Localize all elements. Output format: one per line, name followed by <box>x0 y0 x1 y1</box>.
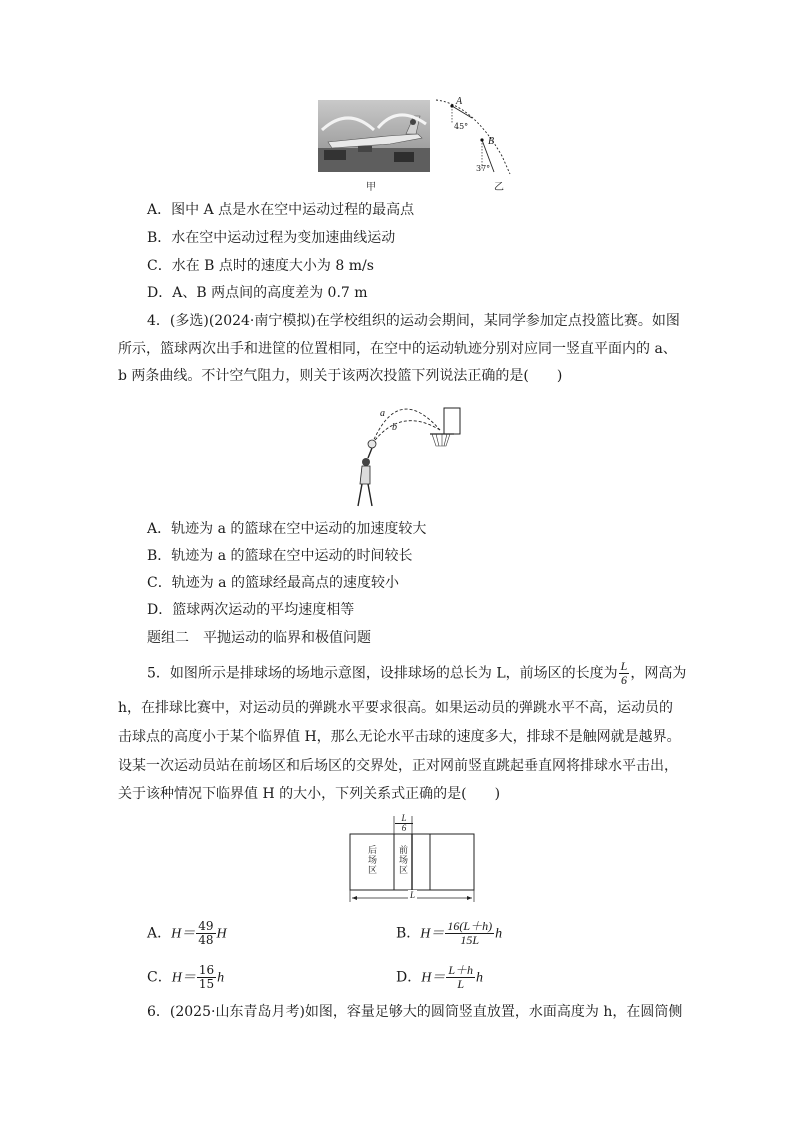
q5-option-d: D．H＝ $\frac{L+h}{L}$ h <box>396 963 484 991</box>
q5-stem-line3: 击球点的高度小于某个临界值 H，那么无论水平击球的速度多大，排球不是触网就是越界。 <box>118 729 681 745</box>
q5-fraction-l6: $\frac{L}{6}$ <box>620 659 628 687</box>
q5-opt-b-fraction: $\frac{16(L+h)}{15L}$ <box>447 919 493 947</box>
photo-caption: 甲 <box>366 182 376 193</box>
q5-stem-line4: 设某一次运动员站在前场区和后场区的交界处，正对网前竖直跳起垂直网将排球水平击出， <box>118 758 678 774</box>
section-title: 题组二 平抛运动的临界和极值问题 <box>147 630 371 646</box>
q4-stem-line3: b 两条曲线。不计空气阻力，则关于该两次投篮下列说法正确的是( ) <box>118 368 563 384</box>
q5-option-c: C．H＝ $\frac{16}{15}$ h <box>147 963 225 991</box>
diagram-caption: 乙 <box>494 182 504 193</box>
q4-stem-line2: 所示，篮球两次出手和进筐的位置相同，在空中的运动轨迹分别对应同一竖直平面内的 a、 <box>118 341 677 357</box>
basketball-shot-diagram <box>350 388 470 512</box>
angle-37-label: 37° <box>476 164 491 173</box>
q4-stem-line1: 4．(多选)(2024·南宁模拟)在学校组织的运动会期间，某同学参加定点投篮比赛。如图 <box>147 313 680 329</box>
q5-option-a: A．H＝ $\frac{49}{48}$ H <box>147 919 227 947</box>
point-a-label: A <box>456 96 463 107</box>
q3-option-d: D．A、B 两点间的高度差为 0.7 m <box>147 285 368 301</box>
q4-option-d: D．篮球两次运动的平均速度相等 <box>147 602 355 618</box>
q3-option-b: B．水在空中运动过程为变加速曲线运动 <box>147 230 396 246</box>
court-top-fraction: $\frac{L}{6}$ <box>395 814 413 833</box>
q5-stem-line2: h，在排球比赛中，对运动员的弹跳水平要求很高。如果运动员的弹跳水平不高，运动员的 <box>118 700 674 716</box>
q4-option-a: A．轨迹为 a 的篮球在空中运动的加速度较大 <box>147 521 427 537</box>
volleyball-court-diagram <box>348 814 476 904</box>
q6-stem-line1: 6．(2025·山东青岛月考)如图，容量足够大的圆筒竖直放置，水面高度为 h，在圆筒侧 <box>147 1004 683 1020</box>
q5-opt-c-fraction: $\frac{16}{15}$ <box>198 963 215 991</box>
basketball-figure <box>350 388 470 512</box>
angle-45-label: 45° <box>454 122 469 131</box>
top-figure <box>318 96 518 193</box>
q3-option-c: C．水在 B 点时的速度大小为 8 m/s <box>147 258 374 274</box>
q5-stem-line1: 5．如图所示是排球场的场地示意图，设排球场的总长为 L，前场区的长度为 $\frac{L}{6}$ ，网高为 <box>147 659 687 687</box>
fire-truck-photo <box>318 100 430 172</box>
trajectory-a-label: a <box>380 408 385 419</box>
q5-stem-line5: 关于该种情况下临界值 H 的大小，下列关系式正确的是( ) <box>118 786 501 802</box>
front-court-label: 前场区 <box>399 846 409 876</box>
q5-option-b: B．H＝ $\frac{16(L+h)}{15L}$ h <box>396 919 503 947</box>
q5-opt-d-fraction: $\frac{L+h}{L}$ <box>448 963 474 991</box>
court-length-label: L <box>410 890 416 900</box>
q4-option-b: B．轨迹为 a 的篮球在空中运动的时间较长 <box>147 548 413 564</box>
trajectory-b-label: b <box>392 422 397 433</box>
back-court-label: 后场区 <box>368 846 378 876</box>
q3-option-a: A．图中 A 点是水在空中运动过程的最高点 <box>147 202 415 218</box>
q4-option-c: C．轨迹为 a 的篮球经最高点的速度较小 <box>147 575 399 591</box>
q5-opt-a-fraction: $\frac{49}{48}$ <box>198 919 214 947</box>
point-b-label: B <box>488 136 495 147</box>
